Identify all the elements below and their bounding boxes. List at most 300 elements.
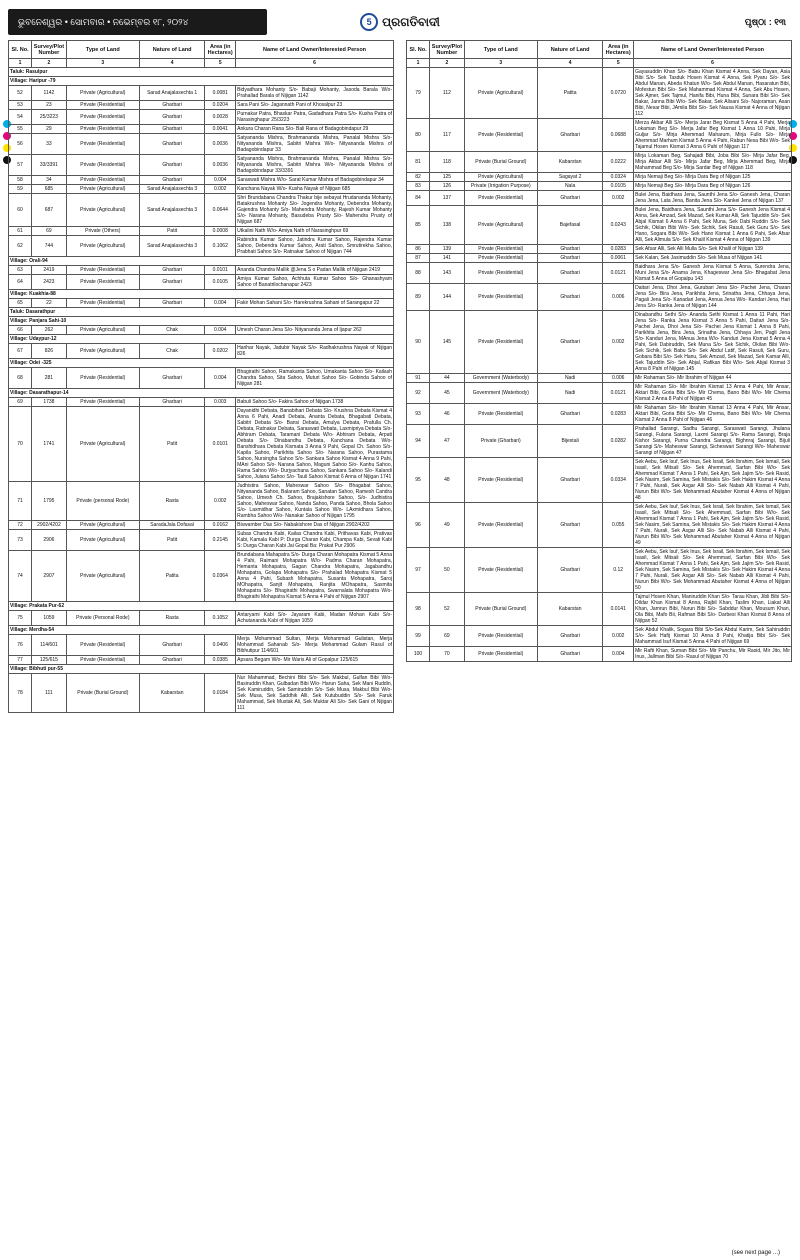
land-nature: Gharbari xyxy=(537,245,602,254)
land-type: Private (Residential) xyxy=(66,101,139,110)
serial-number: 73 xyxy=(9,530,32,551)
col-header: Sl. No. xyxy=(407,41,430,59)
area-value: 0.1062 xyxy=(205,236,236,257)
land-type: Private (Residential) xyxy=(66,368,139,389)
survey-plot-number: 118 xyxy=(430,152,465,173)
area-value: 0.0041 xyxy=(205,125,236,134)
owner-names: Mir Rafti Khan, Suman Bibi S/o- Mir Panchu, Mir Rasid, Mir Jito, Mir Inus, Jallman Bibi S/o- Rasul of Nijigan 70 xyxy=(635,648,790,660)
area-value: 0.1052 xyxy=(205,611,236,626)
area-value: 0.0720 xyxy=(603,68,634,119)
land-type: Private (personal Rode) xyxy=(66,482,139,521)
serial-number: 90 xyxy=(407,311,430,374)
land-table-left xyxy=(8,40,394,713)
group-label: Village: Haripur -79 xyxy=(9,77,394,86)
survey-plot-number: 34 xyxy=(32,176,67,185)
table-row xyxy=(9,86,394,101)
col-number: 2 xyxy=(430,59,465,68)
table-header-row xyxy=(407,41,792,59)
land-nature: Gharbari xyxy=(537,548,602,593)
table-row xyxy=(9,266,394,275)
table-row xyxy=(407,245,792,254)
serial-number: 72 xyxy=(9,521,32,530)
survey-plot-number: 1738 xyxy=(32,398,67,407)
owner-names: Sek Kalan, Sek Jasimuddin S/o- Sek Musa of Nijigan 141 xyxy=(634,254,792,263)
survey-plot-number: 826 xyxy=(32,344,67,359)
owner-names: Sek Afsar Alli, Sek Alli Mulla S/o- Sek Khalil of Nijigan 139 xyxy=(634,245,792,254)
col-number: 1 xyxy=(407,59,430,68)
newspaper-name: ପ୍ରଗତିବାଦୀ xyxy=(382,14,440,29)
land-nature: Rasta xyxy=(139,611,204,626)
survey-plot-number: 143 xyxy=(430,263,465,284)
land-type: Private (Residential) xyxy=(464,503,537,548)
survey-plot-number: 46 xyxy=(430,404,465,425)
serial-number: 63 xyxy=(9,266,32,275)
group-header-row xyxy=(9,359,394,368)
area-value: 0.002 xyxy=(205,482,236,521)
col-number: 4 xyxy=(139,59,204,68)
col-header: Nature of Land xyxy=(537,41,602,59)
land-nature: Nadi xyxy=(537,383,602,404)
owner-names: Sek Aebu, Sek Isuf, Sek Inus, Sek Israil, Sek Ibrahim, Sek Ismail, Sek Isasil, Sek Mitsali S/o- Sek Ahemmad, Sarfan Bibi W/o- Sek Ahemmad Kismat 7 Anna 1 Pahi, Sek Ajm, Sek Jajim S/o- Sek Rasid, Sek Nasim, Sek Samina, Sek Mistakis S/o- Sek Hakim Kismat 4 Anna 7 Pahi, Nurali, Sek Asgar Alli S/o- Sek Nabab Alli Kismat 4 Pahi, Nurun Bibi W/o- Sek Mohammad Abutaher Kismat 4 Anna of Nijigan 48 xyxy=(635,459,790,501)
owner-names: Bulei Jena, Baidhara Jena, Saunthi Jena S/o- Ganesh Jena, Charan Jena Jena, Lata Jena, Banita Jena S/o- Kankei Jena of Nijigan 137 xyxy=(635,192,790,204)
area-value: 0.004 xyxy=(205,299,236,308)
table-row xyxy=(9,368,394,389)
owner-names: Bidyadhara Mohanty S/o- Babaji Mohanty, Jasoda Barala W/o- Prahallad Barala of Nijigan 1142 xyxy=(237,87,392,99)
table-row xyxy=(407,458,792,503)
table-row xyxy=(9,101,394,110)
survey-plot-number: 33 xyxy=(32,134,67,155)
land-type: Private (Residential) xyxy=(464,404,537,425)
land-nature: Patita xyxy=(537,68,602,119)
area-value: 0.0008 xyxy=(205,227,236,236)
owner-names: Shri Brundabana Chandra Thakur bije sebayat Hrudananda Mohanty, Batakrushna Mohanty S/o- Jogendra Mohanty, Debendra Mohanty, Gajendra Mohanty S/o- Mahendra Mohanty, Rajesh Kumar Mohanty S/o- Narana Mohanty, Basudeba Prusty S/o- Mahendra Prusty of Nijigan 687 xyxy=(237,195,392,225)
owner-names: Mir Rahaman S/o- Mir Ibrahim Kismat 13 Anna 4 Pahi, Mir Ansar, Aktari Bibi, Goria Bibi S/o- Mir Chema, Bano Bibi W/o- Mir Chema Kismat 2 Anna 8 Pahi of Nijigan 45 xyxy=(635,384,790,402)
area-value: 0.002 xyxy=(603,191,634,206)
land-type: Private (Residential) xyxy=(464,191,537,206)
owner-names: Prahallad Sarangi, Sadhu Sarangi, Saraswati Sarangi, Jhulana Sarangi, Fulana Sarangi, Laxmi Sarangi S/o- Rama Sarangi, Braja Kishor Sarangi, Purna Chandra Sarangi, Bighnraj Sarangi, Bijuli Sarangi S/o- Maheswar Sarangi, Sicheswari Sarangi W/o- Maheswar Sarangi of Nijigan 47 xyxy=(635,426,790,456)
owner-names: Subas Chandra Kabi, Kailas Chandra Kabi, Prithavas Kabi, Prativas Kabi, Kamala Kabi P: Durga Charan Kabi, Champa Kabi, Sevati Kabi S: Durga Charan Kabi Jai Gopal Ba: Prakat Pur 2906 xyxy=(237,531,392,549)
owner-names: Sek Aebu, Sek Isuf, Sek Inus, Sek Israil, Sek Ibrahim, Sek Ismail, Sek Isasil, Sek Mitsali S/o- Sek Ahemmad, Sarfan Bibi W/o- Sek Ahemmad Kismat 7 Anna 1 Pahi, Sek Ajm, Sek Jajim S/o- Sek Rasid, Sek Nasim, Sek Samina, Sek Mistakis S/o- Sek Hakim Kismat 4 Anna 7 Pahi, Nurali, Sek Asgar Alli S/o- Sek Nabab Alli Kismat 4 Pahi, Nurun Bibi W/o- Sek Mohammad Abutaher Kismat 4 Anna of Nijigan 50 xyxy=(635,549,790,591)
group-header-row xyxy=(9,335,394,344)
land-type: Private (Irrigation Purpose) xyxy=(464,182,537,191)
owner-names: Dayanidhi Debata, Banabihari Debata S/o- Krushna Debata Kismat 4 Anna 6 Pahi, Anadi Debata, Ananta Debata, Bhagabati Debata, Sabitri Debata S/o- Bansi Debata, Amulya Debata, Prafulla Ch. Debata, Ratnakar Debata, Saraswati Debata, Laxmipriya Debata S/o- Abhiram Debata, Taramani Debata W/o- Abhiram Debata, Arpati Debata S/o- Dinabandhu Debata, Kanchana Debata W/o- Banshidhara Debata Kismata 3 Anna 9 Pahi, Gopal Ch. Sahoo S/o- Kapila Sahoo, Parikhita Sahoo S/o- Narana Sahoo, Purastama Sahoo, Nursingha Sahoo S/o- Sankara Sahoo Kismat 4 Anna 9 Pahi, MAni Sahoo S/o- Narana Sahoo, Maguni Sahoo S/o- Kanhu Sahoo, Rama Sahoo W/o- Durjyachana Sahoo, Sankara Sahoo S/o- Kalandi Sahoo, Julana Sahoo S/o- Tauli Sahoo Kismat 6 Anna of Nijigan 1741 xyxy=(237,408,392,480)
col-number: 6 xyxy=(634,59,792,68)
owner-names: Bhagirathi Sahoo, Ramakanta Sahoo, Umakanta Sahoo S/o- Kailash Chandra Sahoo, Sita Sahoo, Muturi Sahoo S/o- Gobinda Sahoo of Nijigan 281 xyxy=(237,369,392,387)
table-row xyxy=(9,185,394,194)
land-nature: Gharbari xyxy=(537,284,602,311)
land-type: Private (Agricultural) xyxy=(464,173,537,182)
serial-number: 61 xyxy=(9,227,32,236)
land-nature: Gharbari xyxy=(139,635,204,656)
land-nature: Gharbari xyxy=(537,191,602,206)
group-label: Village: Merdha-54 xyxy=(9,626,394,635)
page-number: ପୃଷ୍ଠା : ୧୩ xyxy=(744,16,786,27)
area-value: 0.006 xyxy=(603,374,634,383)
col-header: Area (in Hectares) xyxy=(205,41,236,59)
owner-names: Rabindra Kumar Sahoo, Jatindra Kumar Sahoo, Rajendra Kumar Sahoo, Debendra Kumar Sahoo, Arati Sahoo, Smrutirekha Sahoo, Prabhati Sahoo S/o- Ratnakar Sahoo of Nijigan 744 xyxy=(237,237,392,255)
land-table-right xyxy=(406,40,792,662)
serial-number: 99 xyxy=(407,626,430,647)
table-row xyxy=(407,503,792,548)
area-value: 0.0061 xyxy=(603,254,634,263)
group-header-row xyxy=(9,626,394,635)
serial-number: 62 xyxy=(9,236,32,257)
land-nature: Rasta xyxy=(139,482,204,521)
land-nature: Gharbari xyxy=(139,299,204,308)
table-row xyxy=(407,263,792,284)
col-header: Name of Land Owner/Interested Person xyxy=(634,41,792,59)
land-nature: Gharbari xyxy=(537,311,602,374)
serial-number: 57 xyxy=(9,155,32,176)
table-row xyxy=(9,275,394,290)
land-type: Private (Residential) xyxy=(66,110,139,125)
survey-plot-number: 23 xyxy=(32,101,67,110)
table-row xyxy=(9,236,394,257)
survey-plot-number: 685 xyxy=(32,185,67,194)
owner-names: Ananda Chandra Mallik @Jena S o Padan Mallik of Nijigan 2419 xyxy=(236,266,394,275)
land-type: Private (Personal Rode) xyxy=(66,611,139,626)
owner-names: Sek Aebu, Sek Isuf, Sek Inus, Sek Israil, Sek Ibrahim, Sek Ismail, Sek Isasil, Sek Mitsali S/o- Sek Ahemmad, Sarfan Bibi W/o- Sek Ahemmad Kismat 7 Anna 1 Pahi, Sek Ajm, Sek Jajim S/o- Sek Rasid, Sek Nasim, Sek Samina, Sek Mistakis S/o- Sek Hakim Kismat 4 Anna 7 Pahi, Nurali, Sek Asgar Alli S/o- Sek Nabab Alli Kismat 4 Pahi, Nurun Bibi W/o- Sek Mohammad Abutaher Kismat 4 Anna of Nijigan 49 xyxy=(635,504,790,546)
land-nature: Gharbari xyxy=(537,626,602,647)
owner-names: Mir Rahaman S/o- Mir Ibrahim Kismat 13 Anna 4 Pahi, Mir Ansar, Aktari Bibi, Goria Bibi S/o- Mir Chema, Bano Bibi W/o- Mir Chema Kismat 2 Anna 8 Pahi of Nijigan 46 xyxy=(635,405,790,423)
owner-names: Apsara Begam W/o- Mir Waris Ali of Gopalpur 125/615 xyxy=(236,656,394,665)
land-type: Private (Residential) xyxy=(66,656,139,665)
owner-names: Antaryami Kabi S/o- Jayaram Kabi, Madan Mohan Kabi S/o- Achutananda Kabi of Nijigan 1059 xyxy=(237,612,392,624)
date-line: ଭୁବନେଶ୍ୱର • ସୋମବାର • ନଭେମ୍ବର ୧୮, ୨୦୨୪ xyxy=(8,9,267,35)
serial-number: 93 xyxy=(407,404,430,425)
owner-names: Gayasuddin Khan S/o- Babu Khan Kismat 4 Anna, Sek Dayan, Asia Bibi S/o- Sek Tasduk Hosen Kismat 4 Anna, Sek Pyaru S/o- Sek Abdul Manan, Abeda Khatun W/o- Sek Abdul Manan, Hasaratun Bibi, Mofestun Bibi S/o- Sek Mahammad Kismat 4 Anna, Sek Abu Hosen, Sek Ajmer, Sek Tajmul, Hanifa Bibi, Huna Bibi, Sunara Bibi S/o- Sek Bakar, Janna Bibi W/o- Sek Bakar, Sek Alisani S/o- Najoraman, Asan Bibi, Nesar Bibi, JAmila Bibi S/o- Sek Nausa Kismat 4 Anna of Nijigan 112 xyxy=(635,69,790,117)
survey-plot-number: 2419 xyxy=(32,266,67,275)
serial-number: 100 xyxy=(407,647,430,662)
area-value: 0.0385 xyxy=(205,656,236,665)
survey-plot-number: 2906 xyxy=(32,530,67,551)
group-label: Taluk: Rasulpur xyxy=(9,68,394,77)
land-type: Private (Residential) xyxy=(66,125,139,134)
table-row xyxy=(9,125,394,134)
land-nature: Chak xyxy=(139,326,204,335)
land-type: Private (Residential) xyxy=(66,398,139,407)
area-value: 0.0324 xyxy=(603,173,634,182)
land-nature: Sarad Anajalasechta 3 xyxy=(139,194,204,227)
survey-plot-number: 47 xyxy=(430,425,465,458)
land-type: Private (Burial Ground) xyxy=(464,152,537,173)
area-value: 0.0105 xyxy=(205,275,236,290)
owner-names: Merza Akbar Alli S/o- Merja Jarar Beg Kismat 5 Anna 4 Pahi, Merja Lokaman Beg S/o- Merja Jafar Beg Kismat 1 Anna 10 Pahi, Mirja Guljar S/o- Mirja Ahemmad Maharum, Mirja Fullo S/o- Mirja Ahemmad Marhum Kismat 5 Anna 4 Pahi, Rabun Nesa Bibi W/o- Sek Tajamul Hosen Kismat 3 Anna 6 Pahi of Nijigan 117 xyxy=(635,120,790,150)
masthead xyxy=(267,9,534,35)
table-row xyxy=(407,425,792,458)
land-type: Private (Agricultural) xyxy=(66,86,139,101)
group-header-row xyxy=(9,77,394,86)
group-label: Village: Udaypur-12 xyxy=(9,335,394,344)
table-row xyxy=(407,548,792,593)
owner-names: Ankura Charan Rana S/o- Bali Rana of Badagobindapur 29 xyxy=(236,125,394,134)
survey-plot-number: 687 xyxy=(32,194,67,227)
area-value: 0.002 xyxy=(205,185,236,194)
land-type: Private (Residential) xyxy=(66,134,139,155)
table-row xyxy=(9,611,394,626)
serial-number: 92 xyxy=(407,383,430,404)
survey-plot-number: 70 xyxy=(430,647,465,662)
table-header-row xyxy=(9,41,394,59)
survey-plot-number: 125 xyxy=(430,173,465,182)
group-label: Village: Dasarathapur-14 xyxy=(9,389,394,398)
land-nature: Gharbari xyxy=(537,458,602,503)
land-nature: Gharbari xyxy=(537,263,602,284)
area-value: 0.0202 xyxy=(205,344,236,359)
table-row xyxy=(407,173,792,182)
owner-names: Saraswati Mishra W/o- Sarat Kumar Mishra of Badagobindapur 34 xyxy=(236,176,394,185)
serial-number: 53 xyxy=(9,101,32,110)
col-number: 3 xyxy=(464,59,537,68)
land-type: Private (Agricultural) xyxy=(66,185,139,194)
table-row xyxy=(9,674,394,713)
serial-number: 82 xyxy=(407,173,430,182)
survey-plot-number: 69 xyxy=(430,626,465,647)
group-label: Village: Prakata Pur-62 xyxy=(9,602,394,611)
right-column xyxy=(406,40,792,1248)
area-value: 0.0334 xyxy=(603,458,634,503)
land-type: Private (Agricultural) xyxy=(464,68,537,119)
land-type: Private (Residential) xyxy=(66,299,139,308)
area-value: 0.004 xyxy=(205,326,236,335)
owner-names: Mir Rahaman S/o- Mir Ibrahim of Nijigan 44 xyxy=(634,374,792,383)
owner-names: Kanchana Nayak W/o- Kusha Nayak of Nijigan 685 xyxy=(236,185,394,194)
group-header-row xyxy=(9,290,394,299)
column-number-row xyxy=(9,59,394,68)
col-header: Survey/Plot Number xyxy=(430,41,465,59)
area-value: 0.0081 xyxy=(205,86,236,101)
serial-number: 85 xyxy=(407,206,430,245)
serial-number: 86 xyxy=(407,245,430,254)
survey-plot-number: 44 xyxy=(430,374,465,383)
owner-names: Harihar Nayak, Jadubir Nayak S/o- Radhakrushna Nayak of Nijigan 826 xyxy=(237,345,392,357)
owner-names: Merja Mohammad Sultan, Merja Mohammad Gulistan, Merja Mohammad Sahanab S/o- Merja Mohammad Gulam Rasul of Bibhutipur 114/601 xyxy=(237,636,392,654)
area-value: 0.004 xyxy=(205,368,236,389)
area-value: 0.0204 xyxy=(205,101,236,110)
serial-number: 98 xyxy=(407,593,430,626)
land-nature: Sagayat 2 xyxy=(537,173,602,182)
newspaper-logo xyxy=(360,13,440,31)
table-row xyxy=(407,119,792,152)
owner-names: Brundabana Mahapatra S/o- Durga Charan Mohapatra Kismat 5 Anna 4 Pahi, Raimani Mohapatra W/o- Padma Charan Mohapatra, Hemanta Mohapatra, Gagan Chandra Mohapatra, Jagabandhu Mohapatra, Golapa Mohapatra S/o- Prahalad Mohapatra Kismat 5 Anna 4 Pahi, Subash Mohapatra, Susanta Mohapatra, Saroj MOhapatra, Sanjit Mohapatra, Ranjita MOhapatra, Sasmita Mohapatra S/o- Bhagirathi Mohapatra, Swarnalata Mohapatra W/o- Bhagirathi Mohapatra Kismat 5 Anna 4 Pahi of Nijigan 2907 xyxy=(237,552,392,600)
land-nature: Gharbari xyxy=(139,275,204,290)
table-row xyxy=(9,551,394,602)
survey-plot-number: 29 xyxy=(32,125,67,134)
col-number: 2 xyxy=(32,59,67,68)
survey-plot-number: 2902/4202 xyxy=(32,521,67,530)
owner-names: Babuli Sahoo S/o- Fakira Sahoo of Nijigan 1738 xyxy=(236,398,394,407)
land-nature: Gharbari xyxy=(139,266,204,275)
land-type: Private (Residential) xyxy=(464,254,537,263)
land-nature: Gharbari xyxy=(537,647,602,662)
col-number: 4 xyxy=(537,59,602,68)
left-column xyxy=(8,40,394,1248)
land-nature: Patit xyxy=(139,407,204,482)
serial-number: 56 xyxy=(9,134,32,155)
land-type: Private (Residential) xyxy=(464,119,537,152)
owner-names: Purnakar Patra, Bhaskar Patra, Gadadhara Patra S/o- Kusha Patra of Narasinghapur 25/3223 xyxy=(237,111,392,123)
land-nature: Sarad Anajalasechta 1 xyxy=(139,86,204,101)
area-value: 0.0688 xyxy=(603,119,634,152)
survey-plot-number: 117 xyxy=(430,119,465,152)
table-row xyxy=(9,635,394,656)
table-row xyxy=(407,254,792,263)
table-row xyxy=(407,383,792,404)
survey-plot-number: 111 xyxy=(32,674,67,713)
group-label: Village: Odei -325 xyxy=(9,359,394,368)
table-row xyxy=(9,155,394,176)
col-header: Type of Land xyxy=(66,41,139,59)
area-value: 0.002 xyxy=(603,626,634,647)
area-value: 0.004 xyxy=(205,176,236,185)
serial-number: 88 xyxy=(407,263,430,284)
land-type: Government (Waterbody) xyxy=(464,374,537,383)
serial-number: 65 xyxy=(9,299,32,308)
serial-number: 67 xyxy=(9,344,32,359)
table-row xyxy=(9,482,394,521)
owner-names: Sek Abdul Khalik, Sogara Bibi S/o-Sek Abdul Karim, Sek Sahiruddin S/o- Sek Hafij Kismat 10 Anna 8 Pahi, Khatija Bibi S/o- Sek Mahammad Isuf Kismat 5 Anna 4 Pahi of Nijigan 69 xyxy=(635,627,790,645)
land-type: Private (Burial Ground) xyxy=(464,593,537,626)
survey-plot-number: 1142 xyxy=(32,86,67,101)
owner-names: Mirja Lokaman Beg, Sahajadi Bibi, Joba Bibi S/o- Mirja Jafar Beg, Mirja Akbar Alli S/o- Mirja Jafar Beg, Mirja Ahemmad Beg, Mirja Mahammad Beg S/o- Mirja Sardar Beg of Nijigan 118 xyxy=(635,153,790,171)
table-row xyxy=(407,191,792,206)
area-value: 0.0036 xyxy=(205,134,236,155)
serial-number: 75 xyxy=(9,611,32,626)
survey-plot-number: 49 xyxy=(430,503,465,548)
land-nature: Gharbari xyxy=(537,503,602,548)
land-type: Private (Residential) xyxy=(66,635,139,656)
table-row xyxy=(9,344,394,359)
land-nature: Sarad Anajalasechta 3 xyxy=(139,185,204,194)
land-nature: Kabarstan xyxy=(537,593,602,626)
land-type: Government (Waterbody) xyxy=(464,383,537,404)
table-row xyxy=(407,593,792,626)
table-row xyxy=(9,134,394,155)
col-header: Area (in Hectares) xyxy=(603,41,634,59)
serial-number: 89 xyxy=(407,284,430,311)
serial-number: 55 xyxy=(9,125,32,134)
survey-plot-number: 45 xyxy=(430,383,465,404)
table-row xyxy=(407,152,792,173)
group-header-row xyxy=(9,389,394,398)
owner-names: Baidhara Jena S/o- Ganesh Jena Kismat 5 Anna, Surendra Jena, Muni Jena S/o- Anama Jena, Khageswar Jena S/o- Bhagabat Jena Kismat 5 Anna of Gopalpu 143 xyxy=(635,264,790,282)
owner-names: Mirja Nemaji Beg S/o- Mirja Dara Beg of Nijigan 125 xyxy=(634,173,792,182)
area-value: 0.0036 xyxy=(205,155,236,176)
table-row xyxy=(9,398,394,407)
land-type: Private (Residential) xyxy=(464,245,537,254)
area-value: 0.002 xyxy=(603,311,634,374)
land-nature: Patit xyxy=(139,227,204,236)
owner-names: Amiya Kumar Sahoo, Achhuta Kumar Sahoo S/o- Ghanashyam Sahoo of Banatrilochanapur 2423 xyxy=(237,276,392,288)
land-nature: Gharbari xyxy=(139,155,204,176)
area-value: 0.055 xyxy=(603,503,634,548)
survey-plot-number: 145 xyxy=(430,311,465,374)
land-type: Private (Burial Ground) xyxy=(66,674,139,713)
land-nature: Bijestali xyxy=(537,425,602,458)
column-number-row xyxy=(407,59,792,68)
land-nature: SaradaJala Dofasal xyxy=(139,521,204,530)
survey-plot-number: 22 xyxy=(32,299,67,308)
land-nature: Gharbari xyxy=(537,404,602,425)
land-nature: Gharbari xyxy=(139,656,204,665)
land-type: Private (Agricultural) xyxy=(66,194,139,227)
col-number: 5 xyxy=(603,59,634,68)
survey-plot-number: 2423 xyxy=(32,275,67,290)
land-type: Private (Residential) xyxy=(464,548,537,593)
group-label: Village: Orali-94 xyxy=(9,257,394,266)
land-nature: Gharbari xyxy=(139,398,204,407)
land-nature: Bajefasal xyxy=(537,206,602,245)
survey-plot-number: 744 xyxy=(32,236,67,257)
survey-plot-number: 139 xyxy=(430,245,465,254)
table-row xyxy=(407,374,792,383)
owner-names: Satyananda Mishra, Brahmananda Mishra, Panalal Mishra S/o- Nityananda Mishra, Sabitri Mishra W/o- Nityananda Mishra of Badagobindapur 33/3391 xyxy=(237,156,392,174)
area-value: 0.12 xyxy=(603,548,634,593)
owner-names: Judhistira Sahoo, Maheswar Sahoo S/o- Bhagabat Sahoo, Nityananda Sahoo, Balaram Sahoo, Sanatan Sahoo, Ramesh Candra Sahoo, Umesh Ch. Sahoo, Brajakishore Sahoo, S/o- Judhistira Sahoo, Maheswar Sahoo, Nanda Sahoo, Panda Sahoo, Bhola Sahoo S/o- Laxmidhar Sahoo, Kuntala Sahoo W/o- LAxmidhara Sahoo, Rambha Sahoo W/o- Nanakar Sahoo of Nijigan 1795 xyxy=(237,483,392,519)
table-row xyxy=(9,521,394,530)
land-type: Private (Gharbari) xyxy=(464,425,537,458)
table-row xyxy=(407,626,792,647)
table-row xyxy=(9,194,394,227)
group-header-row xyxy=(9,665,394,674)
group-label: Village: Panjara Sahi-10 xyxy=(9,317,394,326)
land-nature: Sarad Anajalasechta 3 xyxy=(139,236,204,257)
group-header-row xyxy=(9,317,394,326)
table-row xyxy=(407,404,792,425)
land-nature: Gharbari xyxy=(139,101,204,110)
serial-number: 58 xyxy=(9,176,32,185)
table-row xyxy=(407,206,792,245)
serial-number: 70 xyxy=(9,407,32,482)
survey-plot-number: 2907 xyxy=(32,551,67,602)
area-value: 0.0283 xyxy=(603,404,634,425)
table-row xyxy=(9,326,394,335)
land-nature: Kabarstan xyxy=(139,674,204,713)
group-label: Taluk: Dasarathpur xyxy=(9,308,394,317)
group-header-row xyxy=(9,68,394,77)
col-header: Name of Land Owner/Interested Person xyxy=(236,41,394,59)
land-type: Private (Residential) xyxy=(66,266,139,275)
area-value: 0.0184 xyxy=(205,674,236,713)
col-header: Nature of Land xyxy=(139,41,204,59)
area-value: 0.2145 xyxy=(205,530,236,551)
area-value: 0.0243 xyxy=(603,206,634,245)
group-header-row xyxy=(9,308,394,317)
land-nature: Gharbari xyxy=(139,134,204,155)
area-value: 0.0121 xyxy=(603,263,634,284)
land-type: Private (Residential) xyxy=(66,176,139,185)
table-row xyxy=(9,530,394,551)
area-value: 0.0364 xyxy=(205,551,236,602)
owner-names: Tajmul Hosen Khan, Maniruddin Khan S/o- Tarau Khan, Jibli Bibi S/o- Dildar Khan Kismat 8 Anna, Rajbil Khan, Taslim Khan, Liakat Alli Khan, Jamrun Bibi, Nurun Bibi S/o- Sabddur Khan, Mousum Khan, Ola Bibi, Mafo Bii, Rafman Bibi S/o- Darbesi Khan Kismat 8 Anna of Nijigan 52 xyxy=(635,594,790,624)
col-number: 1 xyxy=(9,59,32,68)
area-value: 0.003 xyxy=(205,398,236,407)
survey-plot-number: 138 xyxy=(430,206,465,245)
table-row xyxy=(407,68,792,119)
land-type: Private (Agricultural) xyxy=(66,344,139,359)
survey-plot-number: 48 xyxy=(430,458,465,503)
land-type: Private (Residential) xyxy=(464,458,537,503)
serial-number: 77 xyxy=(9,656,32,665)
land-nature: Gharbari xyxy=(139,125,204,134)
table-row xyxy=(9,176,394,185)
serial-number: 69 xyxy=(9,398,32,407)
col-number: 3 xyxy=(66,59,139,68)
serial-number: 95 xyxy=(407,458,430,503)
serial-number: 54 xyxy=(9,110,32,125)
land-type: Private (Agricultural) xyxy=(66,551,139,602)
group-header-row xyxy=(9,257,394,266)
